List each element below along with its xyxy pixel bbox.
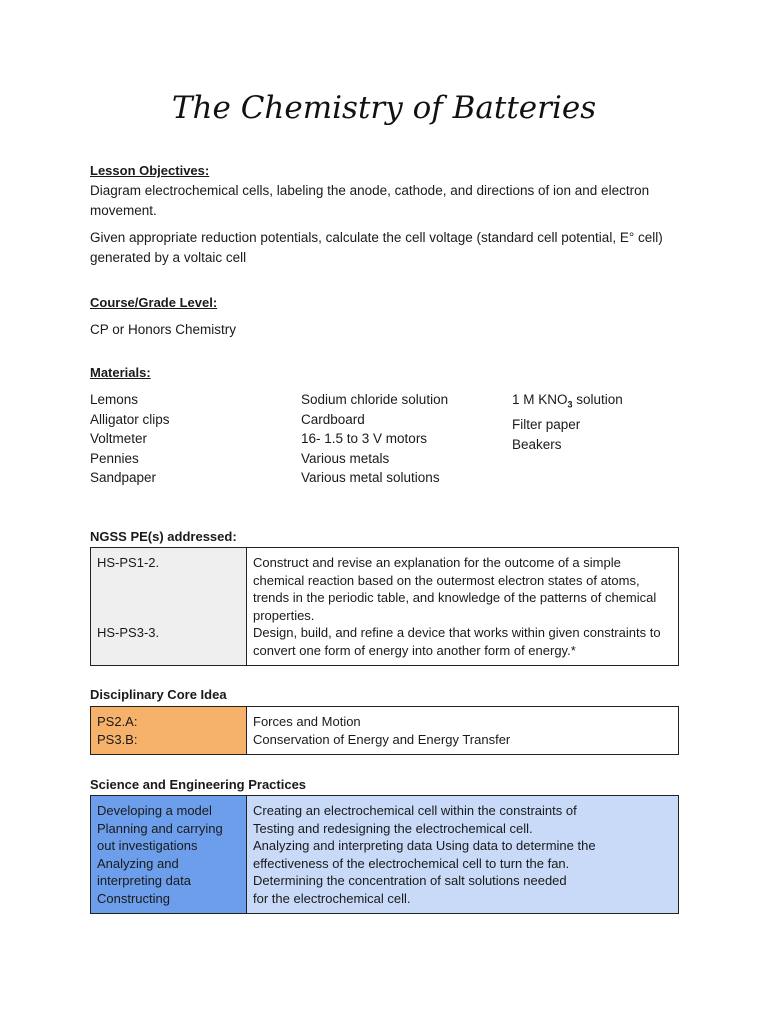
ngss-description-1: Construct and revise an explanation for the outcome of a simple chemical reaction based on the outermost electron states of atoms, trends in the periodic table, and knowledge of the patterns of chemical properties. [253, 555, 657, 623]
materials-column-3 [512, 390, 623, 454]
sep-heading: Science and Engineering Practices [90, 777, 307, 792]
material-item: 16- 1.5 to 3 V motors [301, 431, 428, 447]
material-item: Alligator clips [90, 411, 170, 427]
material-item: Various metals [301, 450, 390, 466]
sep-description-line: Determining the concentration of salt solutions needed [253, 873, 567, 888]
course-value: CP or Honors Chemistry [90, 322, 237, 337]
sep-table [90, 795, 679, 914]
dci-code-1: PS2.A: [97, 714, 138, 729]
material-item: Pennies [90, 450, 139, 466]
dci-table [90, 706, 679, 755]
ngss-code-1: HS-PS1-2. [97, 555, 160, 570]
sep-practice-line: Analyzing and [97, 855, 179, 871]
dci-description-2: Conservation of Energy and Energy Transfer [253, 731, 511, 747]
sep-description-line: Testing and redesigning the electrochemical cell. [253, 820, 533, 836]
material-item: Lemons [90, 392, 139, 407]
materials-column-1 [90, 390, 170, 488]
page-title: The Chemistry of Batteries [171, 90, 597, 126]
material-item: Voltmeter [90, 431, 148, 447]
sep-practice-line: Developing a model [97, 803, 212, 818]
dci-codes-cell [91, 707, 247, 755]
kno3-formula: 1 M KNO [512, 392, 568, 407]
sep-description-line: effectiveness of the electrochemical cell to turn the fan. [253, 855, 570, 871]
sep-description-line: Analyzing and interpreting data Using data to determine the [253, 838, 596, 853]
ngss-descriptions-cell [247, 548, 679, 666]
objectives-heading: Lesson Objectives: [90, 163, 210, 178]
material-item: Cardboard [301, 411, 365, 427]
ngss-code-2: HS-PS3-3. [97, 625, 160, 640]
kno3-suffix: solution [572, 392, 623, 407]
dci-descriptions-cell [247, 707, 679, 755]
ngss-heading: NGSS PE(s) addressed: [90, 529, 237, 544]
material-item: Sandpaper [90, 470, 157, 486]
objective-1: Diagram electrochemical cells, labeling the anode, cathode, and directions of ion and electron movement. [90, 183, 650, 218]
sep-practice-line: Constructing [97, 890, 170, 906]
sep-description-line: for the electrochemical cell. [253, 890, 411, 906]
material-item: Beakers [512, 436, 562, 452]
sep-description-line: Creating an electrochemical cell within the constraints of [253, 803, 577, 818]
sep-practice-line: interpreting data [97, 873, 191, 888]
sep-practices-cell [91, 796, 247, 914]
material-item: Various metal solutions [301, 470, 440, 486]
objective-2: Given appropriate reduction potentials, calculate the cell voltage (standard cell potential, E° cell) generated by a voltaic cell [90, 230, 663, 265]
ngss-table [90, 547, 679, 666]
dci-description-1: Forces and Motion [253, 714, 361, 729]
dci-code-2: PS3.B: [97, 731, 138, 747]
sep-practice-line: out investigations [97, 838, 198, 853]
material-item-kno3 [512, 390, 623, 415]
dci-heading: Disciplinary Core Idea [90, 687, 227, 702]
sep-descriptions-cell [247, 796, 679, 914]
kno3-subscript: 3 [567, 399, 573, 410]
course-heading: Course/Grade Level: [90, 295, 218, 310]
material-item: Sodium chloride solution [301, 392, 449, 407]
ngss-codes-cell [91, 548, 247, 666]
sep-practice-line: Planning and carrying [97, 820, 223, 836]
material-item: Filter paper [512, 417, 581, 433]
materials-heading: Materials: [90, 365, 151, 380]
materials-column-2 [301, 390, 448, 488]
ngss-description-2: Design, build, and refine a device that works within given constraints to convert one form of energy into another form of energy.* [253, 625, 661, 658]
